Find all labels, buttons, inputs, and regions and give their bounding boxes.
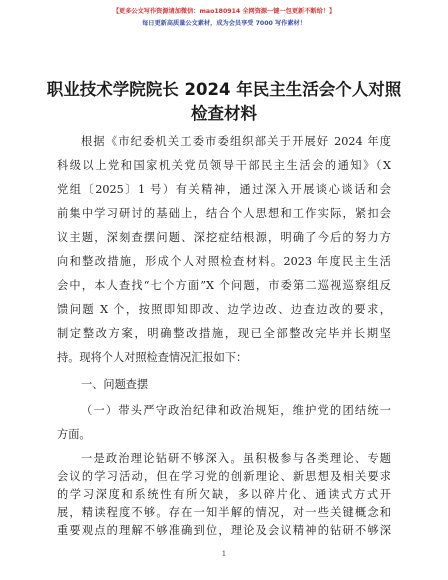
body-line: 科级以上党和国家机关党员领导干部民主生活会的通知》（X <box>57 159 391 172</box>
body-line: 会中，本人查找“七个方面”X 个问题，市委第二巡视巡察组反 <box>57 279 391 292</box>
promo-banner-red: 【更多公文写作资源请加微信：mao180914 全网资源一键一包更新不断给！】 <box>112 8 336 15</box>
body-line: 重要观点的理解不够准确到位，理论及会议精神的钻研不够深 <box>57 524 391 537</box>
body-line: 展，精读程度不够。存在一知半解的情况，对一些关键概念和 <box>57 506 391 519</box>
subsection-line: （一）带头严守政治纪律和政治规矩，维护党的团结统一 <box>81 404 391 417</box>
section-heading: 一、问题查摆 <box>81 378 149 391</box>
page-number: 1 <box>221 550 227 558</box>
body-line: 议主题，深刻查摆问题、深挖症结根源，明确了今后的努力方 <box>57 231 391 244</box>
body-line: 向和整改措施，形成个人对照检查材料。2023 年度民主生活 <box>57 255 391 268</box>
body-line: 制定整改方案，明确整改措施，现已全部整改完毕并长期坚 <box>57 327 391 340</box>
document-title-line-1: 职业技术学院院长 2024 年民主生活会个人对照 <box>46 80 402 99</box>
body-line: 的学习深度和系统性有所欠缺，多以碎片化、通读式方式开 <box>57 488 391 501</box>
body-line: 一是政治理论钻研不够深入。虽积极参与各类理论、专题 <box>81 452 391 465</box>
subsection-line: 方面。 <box>57 428 91 441</box>
promo-banner-blue: 每日更新高质量公文素材，成为会员享受 7000 写作素材！ <box>142 20 306 27</box>
body-line: 持。现将个人对照检查情况汇报如下： <box>57 351 248 364</box>
body-line: 前集中学习研讨的基础上，结合个人思想和工作实际，紧扣会 <box>57 207 391 220</box>
document-title-line-2: 检查材料 <box>191 104 257 123</box>
body-line: 会议的学习活动，但在学习党的创新理论、新思想及相关要求 <box>57 470 391 483</box>
body-line: 根据《市纪委机关工委市委组织部关于开展好 2024 年度 <box>81 135 391 148</box>
body-line: 党组〔2025〕1 号）有关精神，通过深入开展谈心谈话和会 <box>57 183 391 196</box>
body-line: 馈问题 X 个，按照即知即改、边学边改、边查边改的要求， <box>57 303 391 316</box>
